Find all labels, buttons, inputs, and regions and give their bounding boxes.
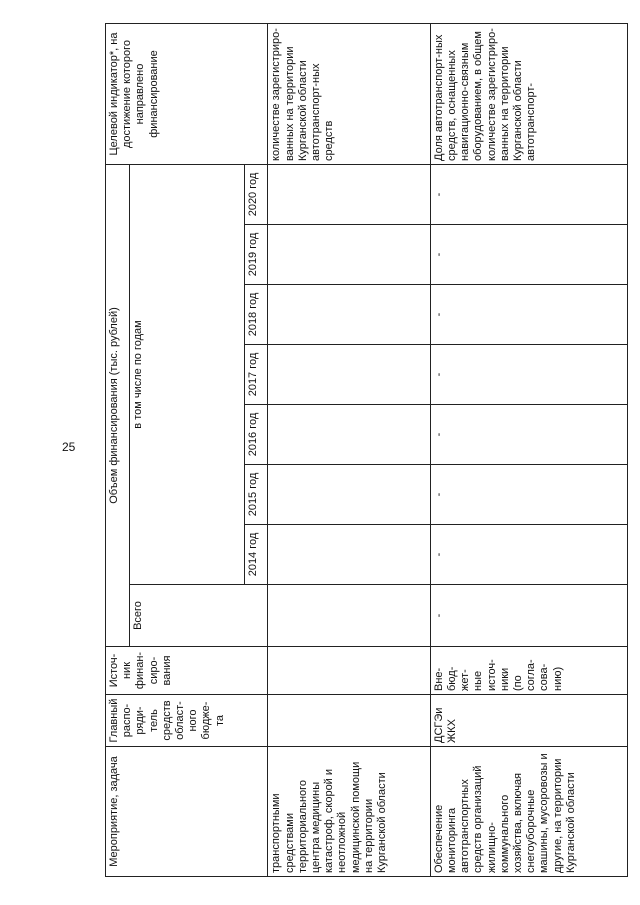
funding-table bbox=[105, 23, 628, 877]
header-source: Источ-ник финан-сиро-вания bbox=[106, 647, 268, 695]
cell-source: Вне-бюд-жет-ные источ-ники (по согла-сова-нию) bbox=[430, 647, 627, 695]
cell-year: - bbox=[430, 225, 627, 285]
cell-year: - bbox=[430, 164, 627, 224]
cell-year bbox=[268, 345, 430, 405]
cell-manager bbox=[268, 695, 430, 747]
header-year: 2016 год bbox=[244, 405, 268, 465]
cell-activity: Обеспечение мониторинга автотранспортных средств организаций жилищно-коммунального хозяйства, включая снегоуборочные машины, мусоровозы и другие, на территории Курганской области bbox=[430, 747, 627, 877]
header-year: 2020 год bbox=[244, 164, 268, 224]
cell-indicator: количестве зарегистриро-ванных на территории Курганской области автотранспорт-ных средств bbox=[268, 23, 430, 164]
header-year: 2014 год bbox=[244, 525, 268, 585]
header-year: 2015 год bbox=[244, 465, 268, 525]
header-manager: Главный распо-ряди-тель средств област-ного бюдже-та bbox=[106, 695, 268, 747]
cell-year bbox=[268, 285, 430, 345]
header-total: Всего bbox=[129, 585, 268, 647]
table-row bbox=[268, 23, 430, 876]
cell-year bbox=[268, 225, 430, 285]
cell-year bbox=[268, 525, 430, 585]
cell-source bbox=[268, 647, 430, 695]
cell-total: - bbox=[430, 585, 627, 647]
cell-total bbox=[268, 585, 430, 647]
header-year: 2019 год bbox=[244, 225, 268, 285]
header-row-1 bbox=[106, 23, 130, 876]
cell-activity: транспортными средствами территориального центра медицины катастроф, скорой и неотложной медицинской помощи на территории Курганской области bbox=[268, 747, 430, 877]
cell-year: - bbox=[430, 525, 627, 585]
header-indicator: Целевой индикатор*, на достижение которого направлено финансирование bbox=[106, 23, 268, 164]
table-row bbox=[430, 23, 627, 876]
header-activity: Мероприятие, задача bbox=[106, 747, 268, 877]
cell-year: - bbox=[430, 285, 627, 345]
header-year: 2018 год bbox=[244, 285, 268, 345]
cell-year bbox=[268, 465, 430, 525]
cell-year: - bbox=[430, 465, 627, 525]
cell-year bbox=[268, 405, 430, 465]
header-by-year: в том числе по годам bbox=[129, 164, 244, 584]
cell-year bbox=[268, 164, 430, 224]
page-number: 25 bbox=[62, 440, 76, 454]
cell-year: - bbox=[430, 405, 627, 465]
header-year: 2017 год bbox=[244, 345, 268, 405]
cell-manager: ДСГЭи ЖКХ bbox=[430, 695, 627, 747]
cell-indicator: Доля автотранспорт-ных средств, оснащенных навигационно-связным оборудованием, в общем количестве зарегистриро-ванных на территории Курганской области автотранспорт- bbox=[430, 23, 627, 164]
header-funding: Объем финансирования (тыс. рублей) bbox=[106, 164, 130, 646]
cell-year: - bbox=[430, 345, 627, 405]
funding-table-rotated bbox=[105, 28, 628, 877]
